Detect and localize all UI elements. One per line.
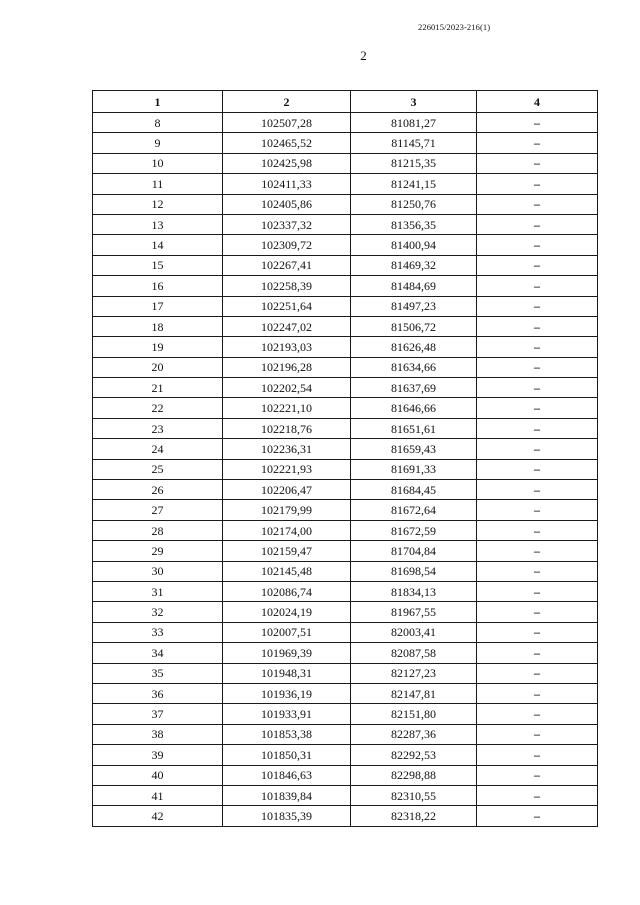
coordinate-y: 81659,43 [351, 439, 477, 459]
column-4-value: – [477, 745, 598, 765]
coordinate-y: 81672,64 [351, 500, 477, 520]
coordinate-y: 81356,35 [351, 214, 477, 234]
coordinate-y: 81834,13 [351, 581, 477, 601]
coordinate-x: 102206,47 [223, 480, 351, 500]
table-row [93, 745, 598, 765]
coordinate-y: 81704,84 [351, 541, 477, 561]
point-number: 33 [93, 622, 223, 642]
coordinate-x: 102236,31 [223, 439, 351, 459]
point-number: 31 [93, 581, 223, 601]
coordinate-x: 102179,99 [223, 500, 351, 520]
table-row [93, 153, 598, 173]
table-header [93, 91, 598, 113]
column-4-value: – [477, 153, 598, 173]
column-4-value: – [477, 316, 598, 336]
coordinate-x: 101969,39 [223, 643, 351, 663]
table-row [93, 561, 598, 581]
column-4-value: – [477, 704, 598, 724]
coordinate-x: 102221,10 [223, 398, 351, 418]
point-number: 36 [93, 683, 223, 703]
coordinates-table [92, 90, 598, 827]
column-4-value: – [477, 500, 598, 520]
column-4-value: – [477, 683, 598, 703]
table-row [93, 602, 598, 622]
point-number: 39 [93, 745, 223, 765]
table-row [93, 296, 598, 316]
point-number: 12 [93, 194, 223, 214]
column-4-value: – [477, 459, 598, 479]
column-4-value: – [477, 378, 598, 398]
column-4-value: – [477, 785, 598, 805]
column-header-3: 3 [351, 91, 477, 113]
coordinate-y: 82292,53 [351, 745, 477, 765]
point-number: 21 [93, 378, 223, 398]
point-number: 34 [93, 643, 223, 663]
column-4-value: – [477, 765, 598, 785]
table-row [93, 541, 598, 561]
table-row [93, 276, 598, 296]
table-row [93, 785, 598, 805]
coordinate-y: 81651,61 [351, 418, 477, 438]
column-4-value: – [477, 255, 598, 275]
table-row [93, 683, 598, 703]
column-4-value: – [477, 113, 598, 133]
coordinate-y: 81400,94 [351, 235, 477, 255]
column-4-value: – [477, 561, 598, 581]
column-4-value: – [477, 663, 598, 683]
coordinate-x: 102405,86 [223, 194, 351, 214]
column-4-value: – [477, 724, 598, 744]
point-number: 42 [93, 806, 223, 826]
column-4-value: – [477, 337, 598, 357]
coordinate-x: 102159,47 [223, 541, 351, 561]
coordinate-x: 102218,76 [223, 418, 351, 438]
table-row [93, 724, 598, 744]
coordinate-x: 102007,51 [223, 622, 351, 642]
coordinate-x: 102425,98 [223, 153, 351, 173]
coordinate-y: 81626,48 [351, 337, 477, 357]
column-4-value: – [477, 357, 598, 377]
point-number: 41 [93, 785, 223, 805]
coordinate-y: 82318,22 [351, 806, 477, 826]
coordinate-y: 81250,76 [351, 194, 477, 214]
point-number: 24 [93, 439, 223, 459]
coordinate-x: 102247,02 [223, 316, 351, 336]
header-row [93, 91, 598, 113]
column-4-value: – [477, 296, 598, 316]
coordinate-y: 81145,71 [351, 133, 477, 153]
point-number: 32 [93, 602, 223, 622]
column-header-4: 4 [477, 91, 598, 113]
coordinate-y: 81646,66 [351, 398, 477, 418]
coordinate-x: 102024,19 [223, 602, 351, 622]
point-number: 40 [93, 765, 223, 785]
point-number: 26 [93, 480, 223, 500]
point-number: 37 [93, 704, 223, 724]
column-4-value: – [477, 276, 598, 296]
table-row [93, 459, 598, 479]
coordinate-y: 82298,88 [351, 765, 477, 785]
column-4-value: – [477, 398, 598, 418]
point-number: 17 [93, 296, 223, 316]
coordinate-x: 101853,38 [223, 724, 351, 744]
coordinate-y: 81241,15 [351, 174, 477, 194]
coordinate-y: 81484,69 [351, 276, 477, 296]
table-row [93, 663, 598, 683]
coordinate-y: 81637,69 [351, 378, 477, 398]
table-row [93, 765, 598, 785]
table-row [93, 235, 598, 255]
coordinate-y: 81691,33 [351, 459, 477, 479]
coordinate-x: 101933,91 [223, 704, 351, 724]
column-header-2: 2 [223, 91, 351, 113]
point-number: 20 [93, 357, 223, 377]
point-number: 9 [93, 133, 223, 153]
point-number: 38 [93, 724, 223, 744]
document-code: 226015/2023-216(1) [418, 22, 491, 32]
table-row [93, 480, 598, 500]
table-row [93, 194, 598, 214]
coordinate-y: 82151,80 [351, 704, 477, 724]
coordinate-y: 81506,72 [351, 316, 477, 336]
coordinate-y: 81081,27 [351, 113, 477, 133]
column-4-value: – [477, 520, 598, 540]
point-number: 10 [93, 153, 223, 173]
table-body [93, 113, 598, 827]
table-row [93, 581, 598, 601]
column-4-value: – [477, 581, 598, 601]
column-4-value: – [477, 806, 598, 826]
coordinate-x: 101936,19 [223, 683, 351, 703]
coordinate-y: 82147,81 [351, 683, 477, 703]
coordinate-x: 101846,63 [223, 765, 351, 785]
coordinate-x: 101839,84 [223, 785, 351, 805]
table-row [93, 378, 598, 398]
table-row [93, 622, 598, 642]
coordinate-x: 102337,32 [223, 214, 351, 234]
point-number: 29 [93, 541, 223, 561]
column-4-value: – [477, 439, 598, 459]
coordinate-x: 101948,31 [223, 663, 351, 683]
coordinate-y: 81967,55 [351, 602, 477, 622]
table-row [93, 704, 598, 724]
coordinate-y: 81684,45 [351, 480, 477, 500]
page-number: 2 [360, 48, 367, 63]
coordinate-y: 81672,59 [351, 520, 477, 540]
coordinate-x: 102086,74 [223, 581, 351, 601]
point-number: 11 [93, 174, 223, 194]
table-row [93, 174, 598, 194]
column-header-1: 1 [93, 91, 223, 113]
coordinate-y: 81215,35 [351, 153, 477, 173]
point-number: 25 [93, 459, 223, 479]
column-4-value: – [477, 643, 598, 663]
table-row [93, 113, 598, 133]
coordinate-y: 82087,58 [351, 643, 477, 663]
coordinate-x: 102465,52 [223, 133, 351, 153]
table-row [93, 418, 598, 438]
coordinate-x: 102507,28 [223, 113, 351, 133]
coordinate-x: 102196,28 [223, 357, 351, 377]
column-4-value: – [477, 418, 598, 438]
table-row [93, 133, 598, 153]
coordinate-y: 81469,32 [351, 255, 477, 275]
column-4-value: – [477, 602, 598, 622]
table-row [93, 398, 598, 418]
table-row [93, 520, 598, 540]
table-row [93, 500, 598, 520]
column-4-value: – [477, 235, 598, 255]
table-row [93, 337, 598, 357]
table-row [93, 214, 598, 234]
coordinate-x: 102251,64 [223, 296, 351, 316]
point-number: 35 [93, 663, 223, 683]
coordinate-y: 81698,54 [351, 561, 477, 581]
table-row [93, 357, 598, 377]
column-4-value: – [477, 214, 598, 234]
coordinate-x: 102258,39 [223, 276, 351, 296]
point-number: 30 [93, 561, 223, 581]
coordinate-y: 81497,23 [351, 296, 477, 316]
coordinate-x: 102309,72 [223, 235, 351, 255]
table-row [93, 255, 598, 275]
coordinate-x: 102411,33 [223, 174, 351, 194]
coordinate-y: 82127,23 [351, 663, 477, 683]
column-4-value: – [477, 622, 598, 642]
column-4-value: – [477, 174, 598, 194]
coordinate-y: 82310,55 [351, 785, 477, 805]
column-4-value: – [477, 133, 598, 153]
coordinate-x: 102221,93 [223, 459, 351, 479]
table-row [93, 316, 598, 336]
coordinate-x: 102174,00 [223, 520, 351, 540]
point-number: 14 [93, 235, 223, 255]
column-4-value: – [477, 541, 598, 561]
point-number: 19 [93, 337, 223, 357]
point-number: 27 [93, 500, 223, 520]
table-row [93, 439, 598, 459]
coordinate-y: 81634,66 [351, 357, 477, 377]
table-row [93, 806, 598, 826]
point-number: 13 [93, 214, 223, 234]
point-number: 8 [93, 113, 223, 133]
coordinate-x: 101850,31 [223, 745, 351, 765]
coordinate-x: 101835,39 [223, 806, 351, 826]
coordinate-y: 82003,41 [351, 622, 477, 642]
column-4-value: – [477, 480, 598, 500]
point-number: 23 [93, 418, 223, 438]
coordinate-y: 82287,36 [351, 724, 477, 744]
point-number: 16 [93, 276, 223, 296]
coordinate-x: 102202,54 [223, 378, 351, 398]
column-4-value: – [477, 194, 598, 214]
point-number: 22 [93, 398, 223, 418]
coordinate-x: 102267,41 [223, 255, 351, 275]
point-number: 28 [93, 520, 223, 540]
coordinate-x: 102145,48 [223, 561, 351, 581]
coordinate-x: 102193,03 [223, 337, 351, 357]
point-number: 18 [93, 316, 223, 336]
point-number: 15 [93, 255, 223, 275]
table-row [93, 643, 598, 663]
